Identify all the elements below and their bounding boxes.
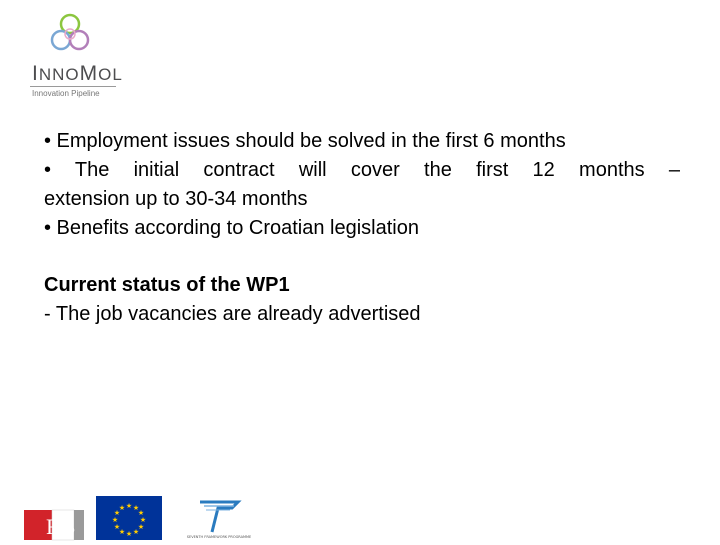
bullet-employment: • Employment issues should be solved in the first 6 months bbox=[44, 130, 566, 152]
svg-text:★: ★ bbox=[132, 504, 140, 512]
svg-text:★: ★ bbox=[139, 516, 147, 524]
svg-text:★: ★ bbox=[113, 523, 121, 531]
bullet-benefits: • Benefits according to Croatian legislation bbox=[44, 217, 419, 239]
brand-tagline: Innovation Pipeline bbox=[32, 89, 100, 98]
svg-text:★: ★ bbox=[113, 509, 121, 517]
fp7-caption: SEVENTH FRAMEWORK PROGRAMME bbox=[186, 535, 252, 539]
svg-text:★: ★ bbox=[118, 504, 126, 512]
svg-text:★: ★ bbox=[125, 502, 133, 510]
svg-text:★: ★ bbox=[137, 509, 145, 517]
status-item: - The job vacancies are already advertised bbox=[44, 303, 421, 325]
bullet-contract: • The initial contract will cover the first 12 months – bbox=[44, 159, 680, 181]
eu-flag-icon bbox=[96, 496, 162, 540]
svg-text:★: ★ bbox=[132, 528, 140, 536]
rb-logo bbox=[24, 496, 84, 540]
svg-text:★: ★ bbox=[118, 528, 126, 536]
bullet-contract-continued: extension up to 30-34 months bbox=[44, 188, 308, 210]
status-heading: Current status of the WP1 bbox=[44, 274, 290, 296]
innomol-rings-icon bbox=[46, 12, 110, 56]
slide-content bbox=[44, 127, 680, 329]
brand-name: INNOMOL bbox=[32, 62, 123, 85]
brand-divider bbox=[30, 86, 116, 87]
svg-text:★: ★ bbox=[111, 516, 119, 524]
innomol-logo bbox=[28, 10, 128, 98]
svg-text:★: ★ bbox=[137, 523, 145, 531]
rb-logo-text: RB bbox=[46, 514, 76, 539]
svg-text:★: ★ bbox=[125, 530, 133, 538]
fp7-logo bbox=[186, 498, 252, 540]
status-section bbox=[44, 271, 680, 329]
bullet-list bbox=[44, 127, 680, 243]
